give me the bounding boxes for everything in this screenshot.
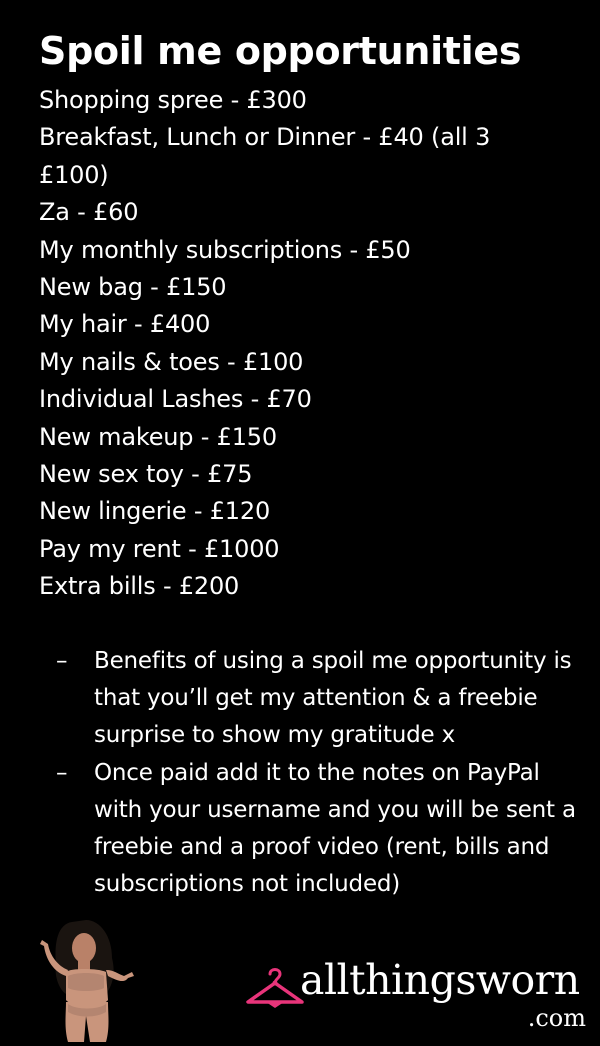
list-item: New lingerie - £120 <box>39 497 271 526</box>
brand-tld: .com <box>527 1004 586 1032</box>
list-item: Breakfast, Lunch or Dinner - £40 (all 3 £100) <box>39 123 491 189</box>
person-figure-icon <box>36 918 140 1042</box>
notes-list <box>56 643 576 903</box>
list-item: Extra bills - £200 <box>39 572 240 601</box>
note-item <box>56 643 576 755</box>
list-item: New makeup - £150 <box>39 422 277 451</box>
brand-logo[interactable] <box>244 956 594 1036</box>
list-item: Za - £60 <box>39 198 139 227</box>
note-text: Once paid add it to the notes on PayPal with your username and you will be sent a freebie and a proof video (rent, bills and subscriptions not included) <box>94 759 576 898</box>
dash-bullet: – <box>56 648 68 674</box>
list-item: My monthly subscriptions - £50 <box>39 235 411 264</box>
note-item <box>56 755 576 904</box>
page-title: Spoil me opportunities <box>39 29 522 73</box>
list-item: Shopping spree - £300 <box>39 86 307 114</box>
avatar <box>36 918 140 1042</box>
list-item: My nails & toes - £100 <box>39 347 304 376</box>
list-item: New sex toy - £75 <box>39 460 253 489</box>
note-text: Benefits of using a spoil me opportunity is that you’ll get my attention & a freebie surprise to show my gratitude x <box>94 648 572 749</box>
list-item: Pay my rent - £1000 <box>39 534 280 563</box>
hanger-icon <box>244 962 304 1010</box>
dash-bullet: – <box>56 759 68 786</box>
list-item: New bag - £150 <box>39 273 227 302</box>
list-item: Individual Lashes - £70 <box>39 385 312 414</box>
list-item: My hair - £400 <box>39 310 211 339</box>
price-list <box>39 82 559 606</box>
brand-name: allthingsworn <box>300 956 580 1004</box>
